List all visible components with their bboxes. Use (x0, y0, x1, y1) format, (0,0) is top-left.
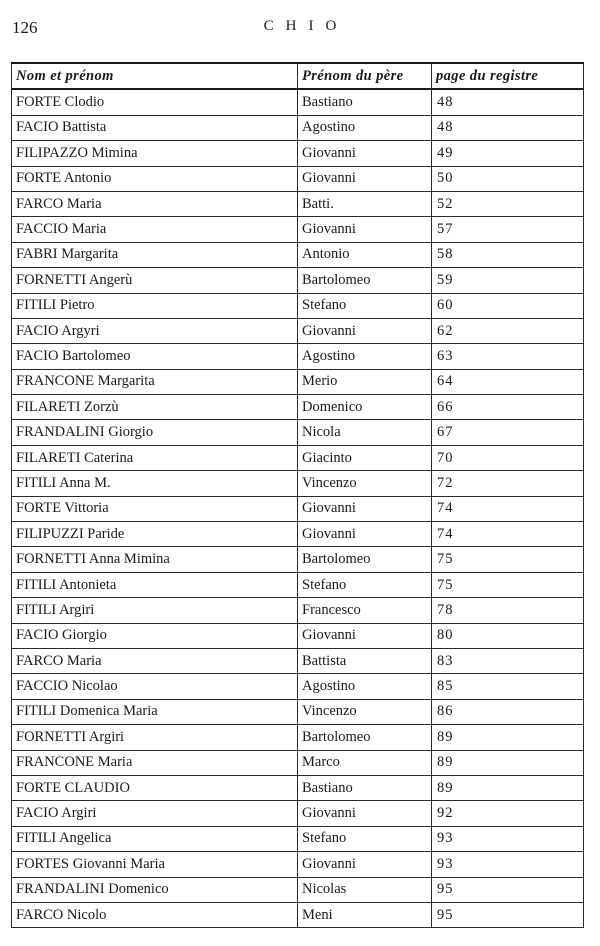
father-name-cell: Giovanni (298, 166, 432, 191)
table-row (12, 902, 584, 927)
name-cell: FITILI Anna M. (12, 471, 298, 496)
name-cell: FACIO Giorgio (12, 623, 298, 648)
name-cell: FILIPAZZO Mimina (12, 141, 298, 166)
father-name-cell: Meni (298, 902, 432, 927)
page-header (0, 18, 600, 42)
name-cell: FORNETTI Angerù (12, 268, 298, 293)
register-page-cell: 95 (432, 902, 584, 927)
name-cell: FORNETTI Argiri (12, 725, 298, 750)
father-name-cell: Giovanni (298, 217, 432, 242)
father-name-cell: Marco (298, 750, 432, 775)
name-cell: FORTES Giovanni Maria (12, 852, 298, 877)
name-cell: FACIO Battista (12, 115, 298, 140)
father-name-cell: Giovanni (298, 141, 432, 166)
father-name-cell: Nicolas (298, 877, 432, 902)
table-row (12, 750, 584, 775)
table-row (12, 547, 584, 572)
register-page-cell: 93 (432, 852, 584, 877)
father-name-cell: Bastiano (298, 89, 432, 115)
name-cell: FILARETI Caterina (12, 445, 298, 470)
table-row (12, 471, 584, 496)
register-page-cell: 57 (432, 217, 584, 242)
name-cell: FACIO Bartolomeo (12, 344, 298, 369)
table-row (12, 623, 584, 648)
table-row (12, 648, 584, 673)
father-name-cell: Bartolomeo (298, 268, 432, 293)
register-page-cell: 49 (432, 141, 584, 166)
table-row (12, 242, 584, 267)
father-name-cell: Stefano (298, 293, 432, 318)
name-cell: FITILI Argiri (12, 598, 298, 623)
register-page-cell: 75 (432, 547, 584, 572)
table-row (12, 395, 584, 420)
father-name-cell: Batti. (298, 191, 432, 216)
table-row (12, 598, 584, 623)
register-page-cell: 62 (432, 318, 584, 343)
table-body (12, 89, 584, 927)
register-page-cell: 80 (432, 623, 584, 648)
register-page-cell: 85 (432, 674, 584, 699)
name-cell: FABRI Margarita (12, 242, 298, 267)
register-page-cell: 67 (432, 420, 584, 445)
name-cell: FORNETTI Anna Mimina (12, 547, 298, 572)
name-cell: FARCO Maria (12, 648, 298, 673)
father-name-cell: Bartolomeo (298, 725, 432, 750)
name-cell: FRANDALINI Giorgio (12, 420, 298, 445)
father-name-cell: Agostino (298, 344, 432, 369)
name-cell: FRANDALINI Domenico (12, 877, 298, 902)
table-header (12, 63, 584, 89)
column-header-page: page du registre (432, 63, 584, 89)
father-name-cell: Bartolomeo (298, 547, 432, 572)
register-page-cell: 48 (432, 89, 584, 115)
column-header-name: Nom et prénom (12, 63, 298, 89)
table-row (12, 725, 584, 750)
name-cell: FACIO Argiri (12, 801, 298, 826)
name-cell: FILIPUZZI Paride (12, 522, 298, 547)
table-row (12, 801, 584, 826)
table-row (12, 445, 584, 470)
father-name-cell: Stefano (298, 572, 432, 597)
register-page-cell: 52 (432, 191, 584, 216)
name-cell: FACCIO Maria (12, 217, 298, 242)
father-name-cell: Giovanni (298, 852, 432, 877)
name-cell: FORTE Vittoria (12, 496, 298, 521)
father-name-cell: Giovanni (298, 801, 432, 826)
register-page-cell: 50 (432, 166, 584, 191)
register-page-cell: 72 (432, 471, 584, 496)
table-row (12, 877, 584, 902)
register-page-cell: 70 (432, 445, 584, 470)
register-page-cell: 95 (432, 877, 584, 902)
column-header-father: Prénom du père (298, 63, 432, 89)
table-row (12, 522, 584, 547)
father-name-cell: Nicola (298, 420, 432, 445)
father-name-cell: Bastiano (298, 775, 432, 800)
register-page-cell: 58 (432, 242, 584, 267)
table-row (12, 191, 584, 216)
name-cell: FORTE Clodio (12, 89, 298, 115)
register-page-cell: 89 (432, 725, 584, 750)
table-row (12, 420, 584, 445)
register-page-cell: 89 (432, 750, 584, 775)
name-cell: FACCIO Nicolao (12, 674, 298, 699)
table-row (12, 115, 584, 140)
father-name-cell: Agostino (298, 674, 432, 699)
father-name-cell: Battista (298, 648, 432, 673)
father-name-cell: Vincenzo (298, 699, 432, 724)
table-row (12, 166, 584, 191)
register-page-cell: 66 (432, 395, 584, 420)
name-cell: FRANCONE Margarita (12, 369, 298, 394)
register-page-cell: 59 (432, 268, 584, 293)
name-cell: FARCO Nicolo (12, 902, 298, 927)
register-page-cell: 89 (432, 775, 584, 800)
register-page-cell: 64 (432, 369, 584, 394)
running-title: CHIO (263, 18, 349, 34)
table-row (12, 699, 584, 724)
register-page-cell: 86 (432, 699, 584, 724)
name-cell: FITILI Angelica (12, 826, 298, 851)
table-row (12, 344, 584, 369)
page-number: 126 (12, 18, 38, 37)
name-cell: FITILI Pietro (12, 293, 298, 318)
register-table (11, 62, 584, 928)
table-row (12, 369, 584, 394)
father-name-cell: Giovanni (298, 623, 432, 648)
father-name-cell: Giovanni (298, 496, 432, 521)
father-name-cell: Vincenzo (298, 471, 432, 496)
father-name-cell: Antonio (298, 242, 432, 267)
table-row (12, 775, 584, 800)
register-page-cell: 93 (432, 826, 584, 851)
header-row (12, 63, 584, 89)
register-page-cell: 74 (432, 522, 584, 547)
table-row (12, 572, 584, 597)
name-cell: FITILI Domenica Maria (12, 699, 298, 724)
register-page-cell: 92 (432, 801, 584, 826)
table-row (12, 826, 584, 851)
register-page-cell: 75 (432, 572, 584, 597)
father-name-cell: Domenico (298, 395, 432, 420)
father-name-cell: Merio (298, 369, 432, 394)
father-name-cell: Giacinto (298, 445, 432, 470)
register-page-cell: 74 (432, 496, 584, 521)
name-cell: FACIO Argyri (12, 318, 298, 343)
father-name-cell: Francesco (298, 598, 432, 623)
father-name-cell: Stefano (298, 826, 432, 851)
name-cell: FARCO Maria (12, 191, 298, 216)
name-cell: FORTE Antonio (12, 166, 298, 191)
register-page-cell: 78 (432, 598, 584, 623)
name-cell: FILARETI Zorzù (12, 395, 298, 420)
table-row (12, 318, 584, 343)
father-name-cell: Giovanni (298, 318, 432, 343)
table-row (12, 496, 584, 521)
father-name-cell: Agostino (298, 115, 432, 140)
table-row (12, 852, 584, 877)
table-row (12, 674, 584, 699)
table-row (12, 141, 584, 166)
table-row (12, 217, 584, 242)
father-name-cell: Giovanni (298, 522, 432, 547)
table-row (12, 293, 584, 318)
register-page-cell: 60 (432, 293, 584, 318)
name-cell: FORTE CLAUDIO (12, 775, 298, 800)
name-cell: FRANCONE Maria (12, 750, 298, 775)
register-page-cell: 48 (432, 115, 584, 140)
register-page-cell: 63 (432, 344, 584, 369)
register-page-cell: 83 (432, 648, 584, 673)
table-row (12, 89, 584, 115)
table-row (12, 268, 584, 293)
name-cell: FITILI Antonieta (12, 572, 298, 597)
